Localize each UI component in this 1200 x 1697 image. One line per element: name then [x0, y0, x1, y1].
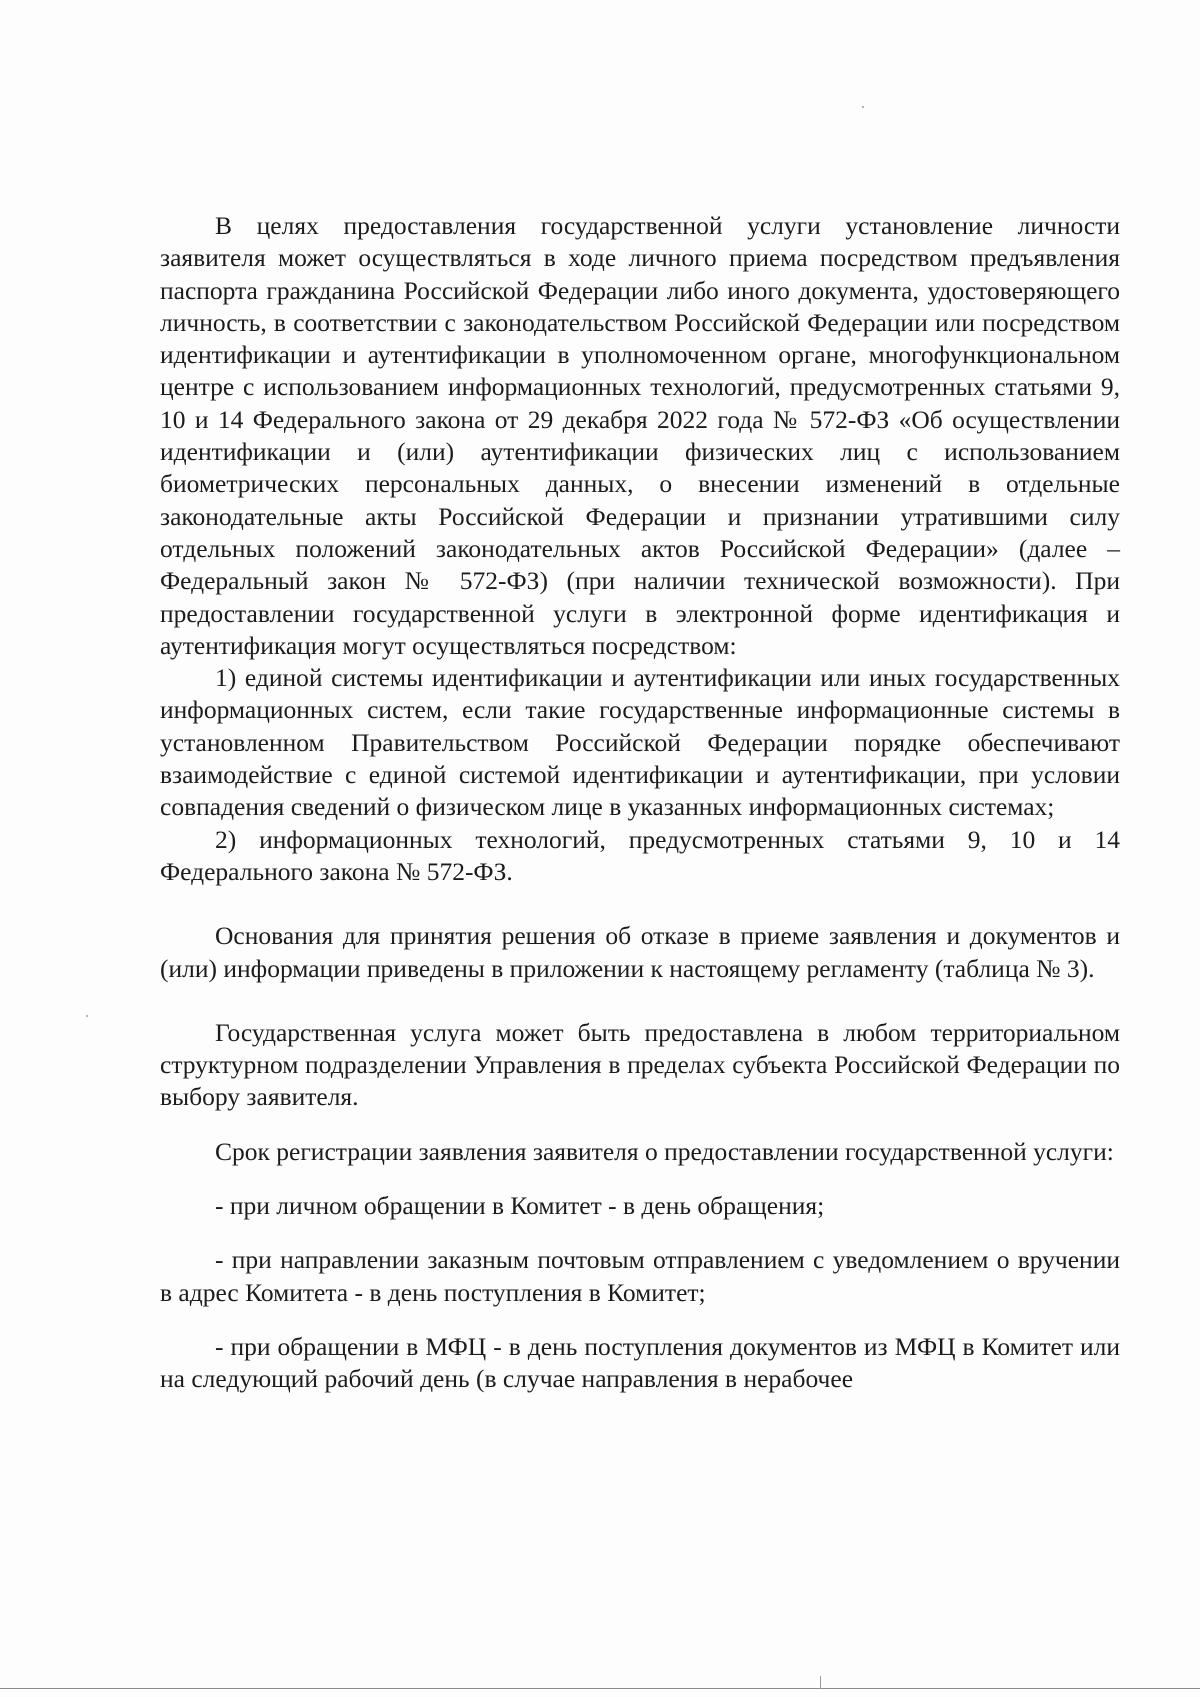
list-item-1: 1) единой системы идентификации и аутентификации или иных государственных информационных систем, если такие государственные информационные системы в установленном Правительством Российской Федерации порядке обеспечивают взаимодействие с единой системой идентификации и аутентификации, при условии совпадения сведений о физическом лице в указанных информационных системах;: [160, 663, 1120, 822]
list-item-mfc: - при обращении в МФЦ - в день поступления документов из МФЦ в Комитет или на следующий рабочий день (в случае направления в нерабочее: [160, 1331, 1120, 1394]
list-item-postal: - при направлении заказным почтовым отправлением с уведомлением о вручении в адрес Комитета - в день поступления в Комитет;: [160, 1245, 1120, 1307]
paragraph-identification: В целях предоставления государственной услуги установление личности заявителя может осуществляться в ходе личного приема посредством предъявления паспорта гражданина Российской Федерации либо иного документа, удостоверяющего личность, в соответствии с законодательством Российской Федерации или посредством идентификации и аутентификации в уполномоченном органе, многофункциональном центре с использованием информационных технологий, предусмотренных статьями 9, 10 и 14 Федерального закона от 29 декабря 2022 года № 572-ФЗ «Об осуществлении идентификации и (или) аутентификации физических лиц с использованием биометрических персональных данных, о внесении изменений в отдельные законодательные акты Российской Федерации и признании утратившими силу отдельных положений законодательных актов Российской Федерации» (далее – Федеральный закон № 572-ФЗ) (при наличии технической возможности). При предоставлении государственной услуги в электронной форме идентификация и аутентификация могут осуществляться посредством:: [160, 211, 1120, 660]
page-edge-tick: [820, 1676, 821, 1689]
paragraph-refusal-grounds: Основания для принятия решения об отказе в приеме заявления и документов и (или) информации приведены в приложении к настоящему регламенту (таблица № 3).: [160, 921, 1120, 983]
paragraph-territorial-service: Государственная услуга может быть предоставлена в любом территориальном структурном подразделении Управления в пределах субъекта Российской Федерации по выбору заявителя.: [160, 1017, 1120, 1112]
paragraph-registration-term: Срок регистрации заявления заявителя о предоставлении государственной услуги:: [215, 1136, 1114, 1166]
scan-speck: [862, 106, 864, 108]
document-body: [160, 210, 1120, 1396]
list-item-2: 2) информационных технологий, предусмотренных статьями 9, 10 и 14 Федерального закона № 572-ФЗ.: [160, 824, 1120, 886]
list-item-personal-visit: - при личном обращении в Комитет - в день обращения;: [215, 1191, 825, 1221]
page-edge-line: [0, 1688, 1200, 1689]
scan-speck: [86, 1015, 88, 1017]
